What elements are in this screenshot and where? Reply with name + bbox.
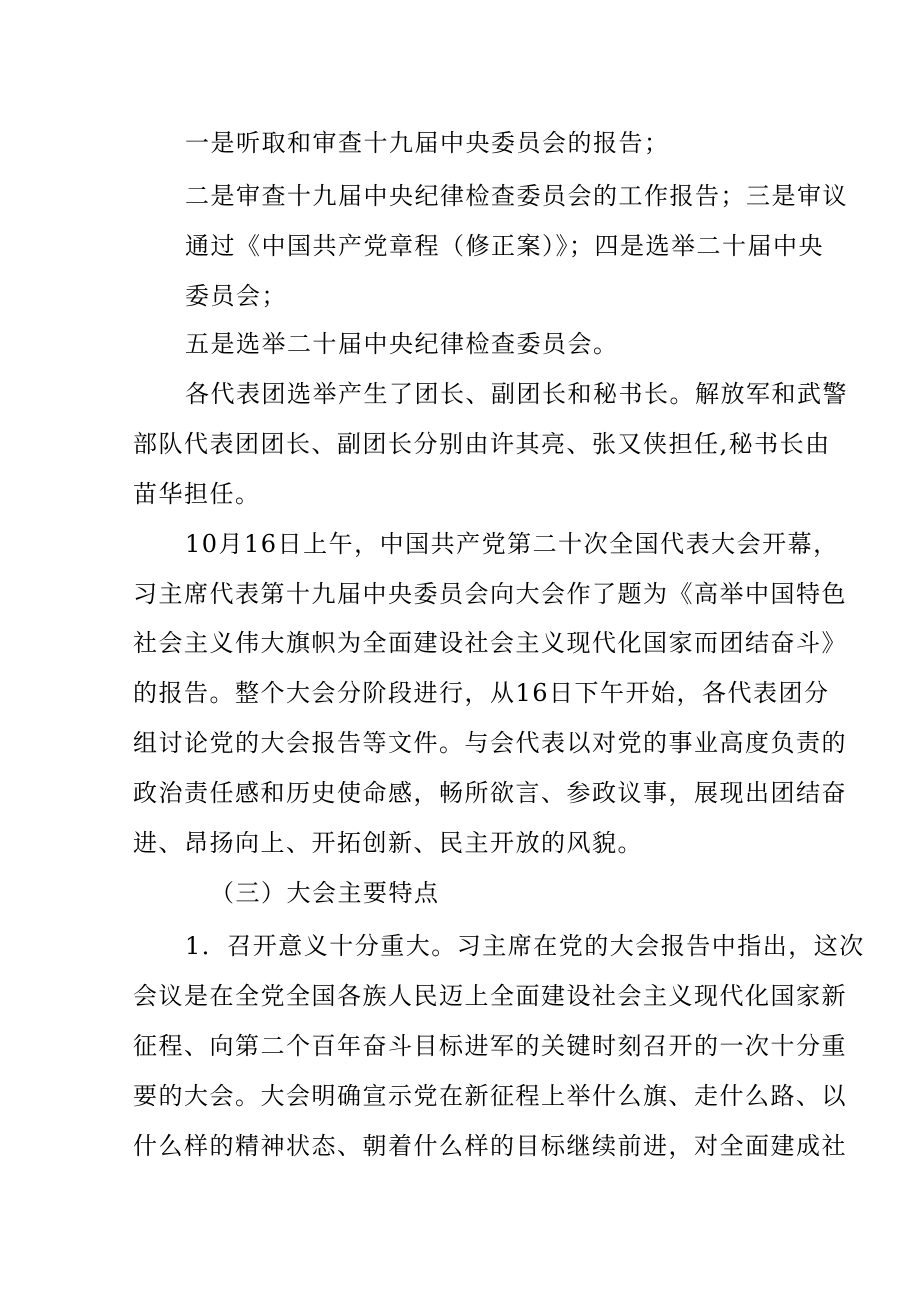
paragraph-line: 10月16日上午，中国共产党第二十次全国代表大会开幕， (185, 530, 839, 558)
agenda-item-4-cont: 委员会； (185, 282, 287, 310)
paragraph-line: 进、昂扬向上、开拓创新、民主开放的风貌。 (133, 829, 643, 857)
paragraph-line: 征程、向第二个百年奋斗目标进军的关键时刻召开的一次十分重 (133, 1032, 847, 1060)
paragraph-line: 的报告。整个大会分阶段进行，从16日下午开始，各代表团分 (133, 679, 830, 707)
agenda-item-5: 五是选举二十届中央纪律检查委员会。 (185, 330, 619, 358)
paragraph-line: 政治责任感和历史使命感，畅所欲言、参政议事，展现出团结奋 (133, 779, 847, 807)
paragraph-line: 组讨论党的大会报告等文件。与会代表以对党的事业高度负责的 (133, 729, 847, 757)
paragraph-line: 要的大会。大会明确宣示党在新征程上举什么旗、走什么路、以 (133, 1082, 847, 1110)
paragraph-line: 各代表团选举产生了团长、副团长和秘书长。解放军和武警 (185, 380, 848, 408)
paragraph-line: 会议是在全党全国各族人民迈上全面建设社会主义现代化国家新 (133, 982, 847, 1010)
paragraph-line: 习主席代表第十九届中央委员会向大会作了题为《高举中国特色 (133, 580, 847, 608)
paragraph-line: 苗华担任。 (133, 480, 261, 508)
agenda-item-2-3: 二是审查十九届中央纪律检查委员会的工作报告；三是审议 (185, 182, 848, 210)
paragraph-line: 社会主义伟大旗帜为全面建设社会主义现代化国家而团结奋斗》 (133, 629, 847, 657)
paragraph-line: 部队代表团团长、副团长分别由许其亮、张又侠担任,秘书长由 (133, 430, 831, 458)
paragraph-line: 什么样的精神状态、朝着什么样的目标继续前进，对全面建成社 (133, 1132, 847, 1160)
agenda-item-1: 一是听取和审查十九届中央委员会的报告； (185, 129, 670, 157)
paragraph-line: 1．召开意义十分重大。习主席在党的大会报告中指出，这次 (185, 932, 865, 960)
agenda-item-3-4: 通过《中国共产党章程（修正案）》；四是选举二十届中央 (185, 232, 824, 260)
section-heading: （三）大会主要特点 (210, 879, 440, 907)
